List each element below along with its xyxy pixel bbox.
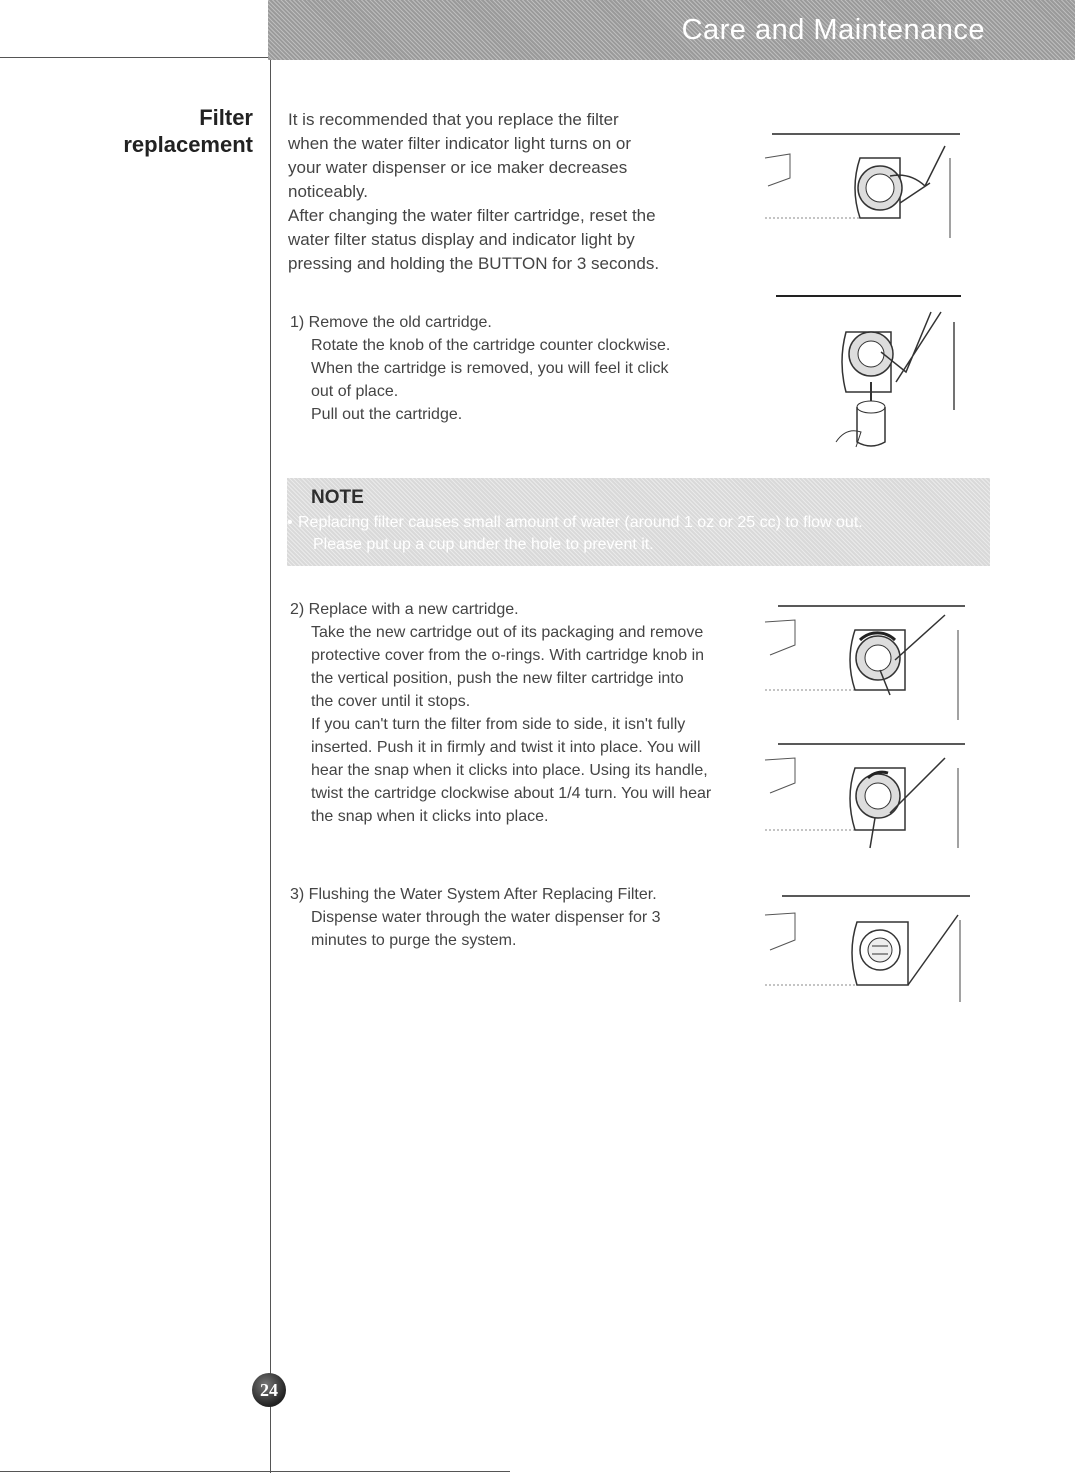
section-title-text: Filter replacement <box>123 105 253 157</box>
step-body: Dispense water through the water dispenser for 3 minutes to purge the system. <box>311 909 661 949</box>
remove-cartridge-illustration <box>776 292 961 462</box>
step-heading: 1) Remove the old cartridge. <box>290 314 492 331</box>
note-bullet: • <box>287 514 293 531</box>
step-body-continued: If you can't turn the filter from side to side, it isn't fully inserted. Push it in firmly and twist it into place. You will hear the snap when it clicks into place. Using its handle, twist the cartridge clockwise about 1/4 turn. You will hear the snap when it clicks into place. <box>311 716 712 825</box>
header-band <box>268 0 1075 60</box>
note-box <box>287 478 990 566</box>
chapter-title: Care and Maintenance <box>681 14 985 46</box>
step-heading: 3) Flushing the Water System After Replacing Filter. <box>290 886 657 903</box>
margin-rule <box>270 60 271 1473</box>
insert-cartridge-illustration <box>760 600 965 725</box>
step-body: Take the new cartridge out of its packaging and remove protective cover from the o-rings. With cartridge knob in the vertical position, push the new filter cartridge into the cover until it stops. <box>311 624 705 710</box>
intro-paragraph: It is recommended that you replace the filter when the water filter indicator light turns on or your water dispenser or ice maker decreases noticeably. After changing the water filter cartridge, reset the water filter status display and indicator light by pressing and holding the BUTTON for 3 seconds. <box>288 110 660 273</box>
step-3 <box>290 883 750 952</box>
page-number: 24 <box>260 1379 278 1400</box>
twist-cartridge-illustration <box>760 738 965 853</box>
flush-system-illustration <box>760 890 970 1005</box>
step-body: Rotate the knob of the cartridge counter clockwise. When the cartridge is removed, you will feel it click out of place. Pull out the cartridge. <box>311 337 671 423</box>
note-line-1: Replacing filter causes small amount of water (around 1 oz or 25 cc) to flow out. <box>298 514 863 531</box>
section-title <box>123 104 253 158</box>
footer-rule <box>0 1471 510 1472</box>
page-number-badge <box>252 1373 286 1407</box>
note-line-2: Please put up a cup under the hole to prevent it. <box>313 536 654 553</box>
step-2 <box>290 598 750 828</box>
note-title: NOTE <box>311 487 364 508</box>
header-rule <box>0 57 270 58</box>
filter-reset-illustration <box>760 128 960 243</box>
step-1 <box>290 311 750 426</box>
step-heading: 2) Replace with a new cartridge. <box>290 601 519 618</box>
